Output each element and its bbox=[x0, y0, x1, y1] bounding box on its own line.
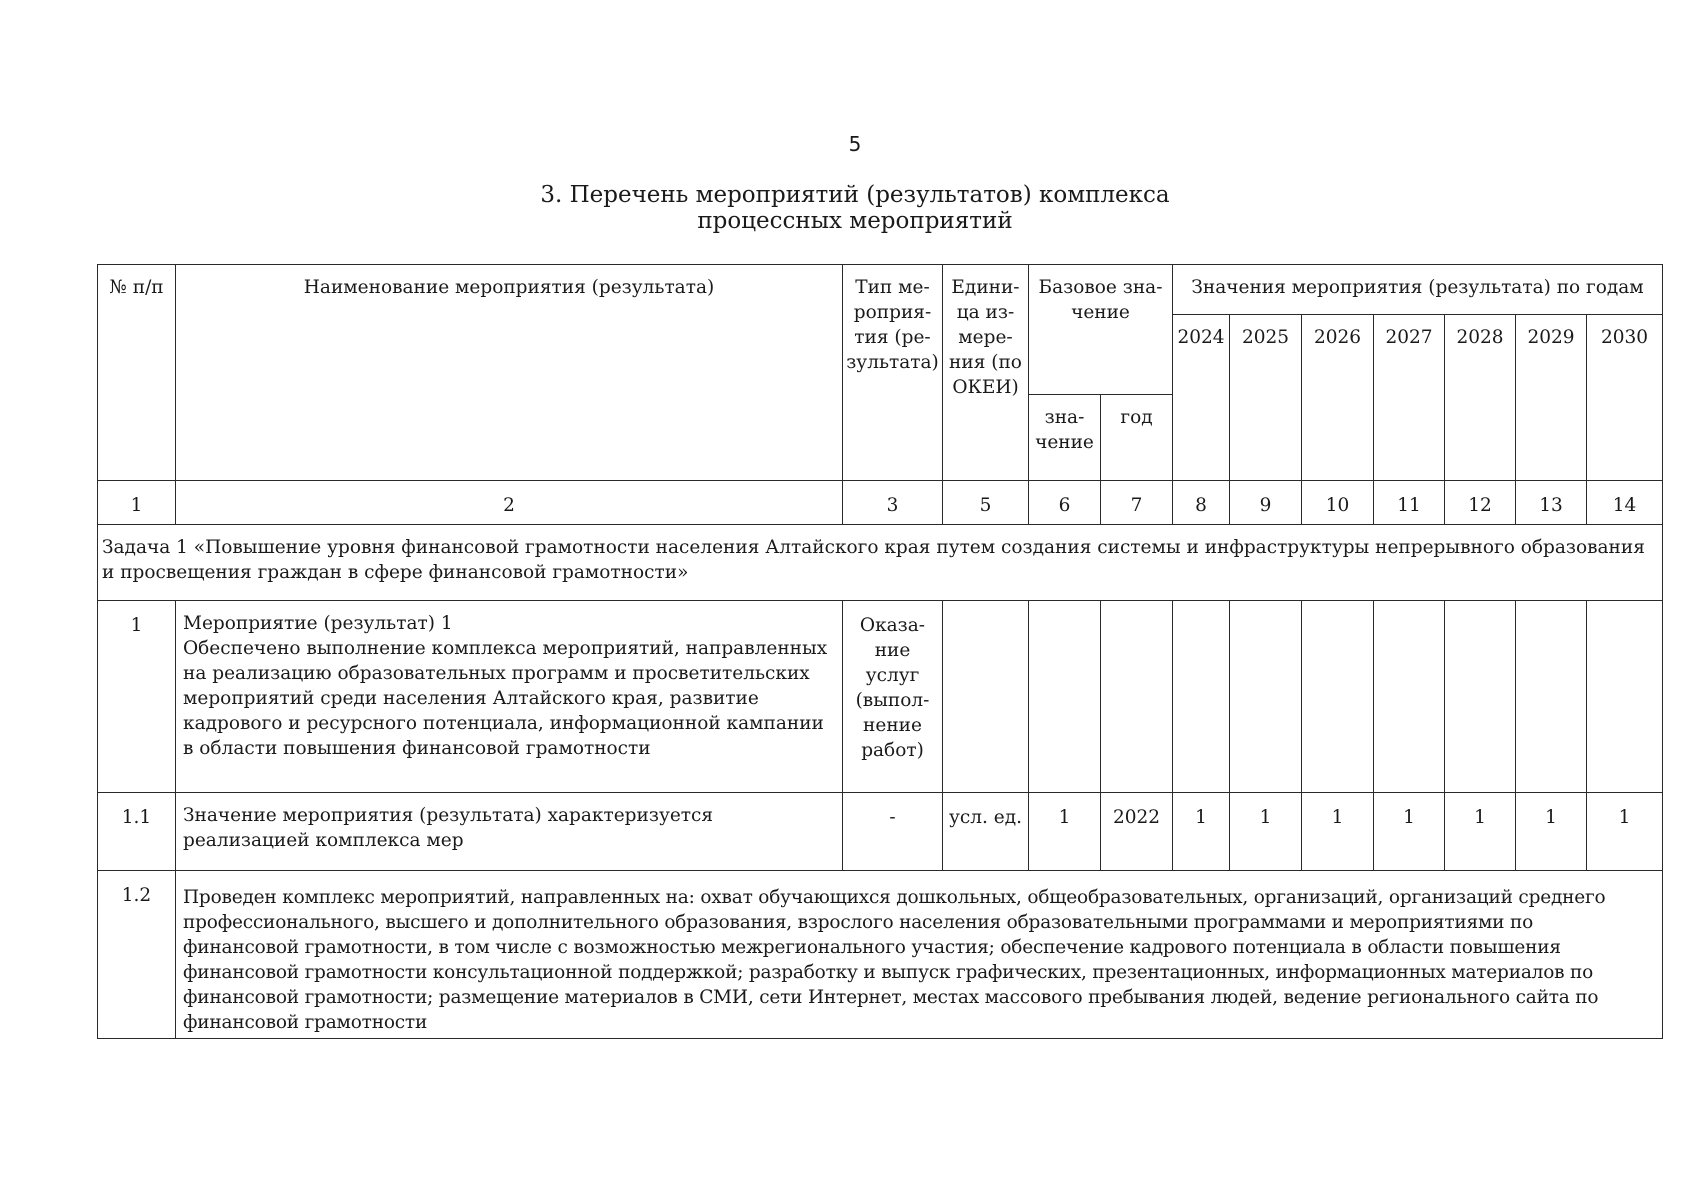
row-1-empty-cell bbox=[1374, 601, 1445, 793]
title-line-1: 3. Перечень мероприятий (результатов) комплекса bbox=[540, 182, 1170, 208]
row-1-empty-cell bbox=[1230, 601, 1302, 793]
row-1-empty-cell bbox=[943, 601, 1029, 793]
col-number: 14 bbox=[1587, 481, 1663, 525]
header-name: Наименование мероприятия (результата) bbox=[176, 265, 843, 481]
row-1-name-title: Мероприятие (результат) 1 bbox=[183, 613, 453, 634]
col-number: 6 bbox=[1029, 481, 1101, 525]
row-1-empty-cell bbox=[1445, 601, 1516, 793]
row-1-empty-cell bbox=[1587, 601, 1663, 793]
col-number: 10 bbox=[1302, 481, 1374, 525]
header-years-group: Значения мероприятия (результата) по годам bbox=[1173, 265, 1663, 315]
header-base-value: зна- чение bbox=[1029, 395, 1101, 481]
table-row bbox=[98, 871, 1663, 1039]
column-numbers-row bbox=[98, 481, 1663, 525]
row-1-1-value-2024: 1 bbox=[1173, 793, 1230, 871]
header-year-2026: 2026 bbox=[1302, 315, 1374, 481]
header-row-1 bbox=[98, 265, 1663, 315]
col-number: 12 bbox=[1445, 481, 1516, 525]
page-number: 5 bbox=[848, 132, 862, 156]
row-1-name-text: Обеспечено выполнение комплекса мероприятий, направленных на реализацию образовательных программ и просветительских мероприятий среди населения Алтайского края, развитие кадрового и ресурсного потенциала, информационной кампании в области повышения финансовой грамотности bbox=[183, 638, 828, 759]
row-1-empty-cell bbox=[1101, 601, 1173, 793]
task-row bbox=[98, 525, 1663, 601]
row-1-1-value-2027: 1 bbox=[1374, 793, 1445, 871]
col-number: 2 bbox=[176, 481, 843, 525]
col-number: 13 bbox=[1516, 481, 1587, 525]
header-base-year: год bbox=[1101, 395, 1173, 481]
page-title bbox=[0, 182, 1697, 234]
row-1-empty-cell bbox=[1029, 601, 1101, 793]
row-1-1-base-value: 1 bbox=[1029, 793, 1101, 871]
task-1-text: Задача 1 «Повышение уровня финансовой грамотности населения Алтайского края путем создания системы и инфраструктуры непрерывного образования и просвещения граждан в сфере финансовой грамотности» bbox=[98, 525, 1663, 601]
col-number: 7 bbox=[1101, 481, 1173, 525]
row-1-num: 1 bbox=[98, 601, 176, 793]
row-1-empty-cell bbox=[1302, 601, 1374, 793]
col-number: 11 bbox=[1374, 481, 1445, 525]
row-1-1-name: Значение мероприятия (результата) характеризуется реализацией комплекса мер bbox=[176, 793, 843, 871]
header-year-2025: 2025 bbox=[1230, 315, 1302, 481]
title-line-2: процессных мероприятий bbox=[697, 208, 1013, 234]
header-num: № п/п bbox=[98, 265, 176, 481]
row-1-1-value-2026: 1 bbox=[1302, 793, 1374, 871]
header-year-2029: 2029 bbox=[1516, 315, 1587, 481]
row-1-1-unit: усл. ед. bbox=[943, 793, 1029, 871]
col-number: 9 bbox=[1230, 481, 1302, 525]
row-1-2-text: Проведен комплекс мероприятий, направленных на: охват обучающихся дошкольных, общеобразовательных, организаций, организаций среднего профессионального, высшего и дополнительного образования, взрослого населения образовательными программами и мероприятиями по финансовой грамотности, в том числе с возможностью межрегионального участия; обеспечение кадрового потенциала в области повышения финансовой грамотности консультационной поддержкой; разработку и выпуск графических, презентационных, информационных материалов по финансовой грамотности; размещение материалов в СМИ, сети Интернет, местах массового пребывания людей, ведение регионального сайта по финансовой грамотности bbox=[176, 871, 1663, 1039]
row-1-empty-cell bbox=[1173, 601, 1230, 793]
row-1-1-base-year: 2022 bbox=[1101, 793, 1173, 871]
header-type: Тип ме- роприя- тия (ре- зультата) bbox=[843, 265, 943, 481]
col-number: 8 bbox=[1173, 481, 1230, 525]
col-number: 1 bbox=[98, 481, 176, 525]
header-base: Базовое зна- чение bbox=[1029, 265, 1173, 395]
col-number: 5 bbox=[943, 481, 1029, 525]
row-1-1-type: - bbox=[843, 793, 943, 871]
col-number: 3 bbox=[843, 481, 943, 525]
row-1-1-value-2028: 1 bbox=[1445, 793, 1516, 871]
row-1-1-value-2030: 1 bbox=[1587, 793, 1663, 871]
row-1-1-value-2025: 1 bbox=[1230, 793, 1302, 871]
row-1-1-num: 1.1 bbox=[98, 793, 176, 871]
row-1-empty-cell bbox=[1516, 601, 1587, 793]
header-year-2030: 2030 bbox=[1587, 315, 1663, 481]
header-year-2028: 2028 bbox=[1445, 315, 1516, 481]
row-1-type: Оказа- ние услуг (выпол- нение работ) bbox=[843, 601, 943, 793]
header-year-2024: 2024 bbox=[1173, 315, 1230, 481]
row-1-2-num: 1.2 bbox=[98, 871, 176, 1039]
row-1-name bbox=[176, 601, 843, 793]
table-row bbox=[98, 601, 1663, 793]
table-row bbox=[98, 793, 1663, 871]
row-1-1-value-2029: 1 bbox=[1516, 793, 1587, 871]
header-year-2027: 2027 bbox=[1374, 315, 1445, 481]
measures-table bbox=[97, 264, 1663, 1039]
header-unit: Едини- ца из- мере- ния (по ОКЕИ) bbox=[943, 265, 1029, 481]
